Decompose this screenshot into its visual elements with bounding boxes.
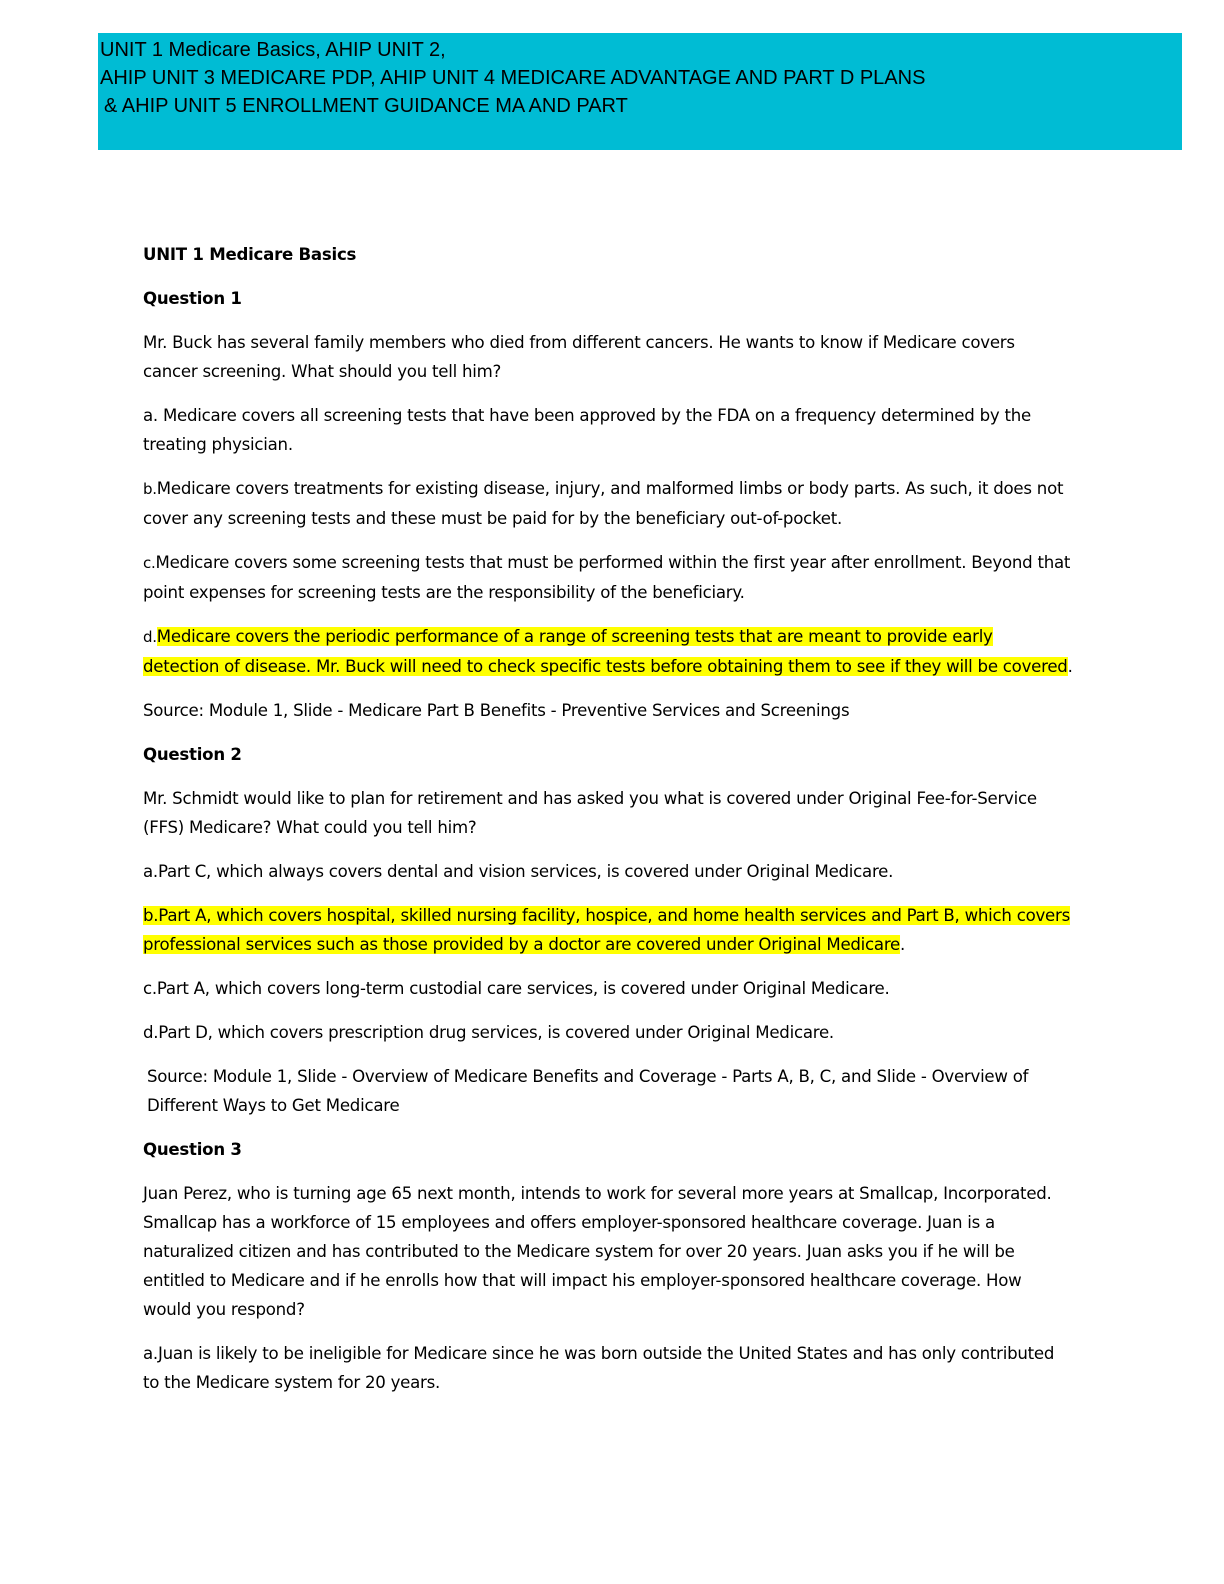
- title-banner: [98, 33, 1182, 150]
- option-b-prefix: b.: [143, 480, 157, 498]
- question-2-source: Source: Module 1, Slide - Overview of Medicare Benefits and Coverage - Parts A, B, C, and Slide - Overview of Different Ways to Get Medicare: [147, 1067, 1029, 1115]
- section-title: UNIT 1 Medicare Basics: [143, 245, 357, 264]
- question-2-option-c: c.Part A, which covers long-term custodial care services, is covered under Original Medicare.: [143, 979, 890, 998]
- question-2-option-a: a.Part C, which always covers dental and vision services, is covered under Original Medicare.: [143, 862, 894, 881]
- question-1-heading: Question 1: [143, 289, 242, 308]
- question-1-option-b: [143, 474, 1073, 533]
- correct-answer-highlight: b.Part A, which covers hospital, skilled nursing facility, hospice, and home health services and Part B, which covers professional services such as those provided by a doctor are covered under Original Medicare: [143, 906, 1070, 954]
- option-d-suffix: .: [1067, 657, 1073, 676]
- option-b-text: Medicare covers treatments for existing disease, injury, and malformed limbs or body parts. As such, it does not cover any screening tests and these must be paid for by the beneficiary out-of-pocket.: [143, 479, 1064, 528]
- question-1-source: Source: Module 1, Slide - Medicare Part B Benefits - Preventive Services and Screenings: [143, 701, 850, 720]
- question-2-heading: Question 2: [143, 745, 242, 764]
- question-3-text: Juan Perez, who is turning age 65 next month, intends to work for several more years at Smallcap, Incorporated. Smallcap has a workforce of 15 employees and offers employer-sponsored healthcare coverage. Juan is a naturalized citizen and has contributed to the Medicare system for over 20 years. Juan asks you if he will be entitled to Medicare and if he enrolls how that will impact his employer-sponsored healthcare coverage. How would you respond?: [143, 1184, 1052, 1319]
- question-1-text: Mr. Buck has several family members who died from different cancers. He wants to know if Medicare covers cancer screening. What should you tell him?: [143, 333, 1015, 381]
- question-2-option-b: [143, 901, 1073, 959]
- question-1-option-d: [143, 622, 1073, 681]
- banner-line-3: & AHIP UNIT 5 ENROLLMENT GUIDANCE MA AND PART: [104, 95, 628, 117]
- correct-answer-highlight: Medicare covers the periodic performance of a range of screening tests that are meant to provide early detection of disease. Mr. Buck will need to check specific tests before obtaining them to see if they will be covered: [143, 627, 1068, 676]
- question-3-heading: Question 3: [143, 1140, 242, 1159]
- question-1-option-a: a. Medicare covers all screening tests that have been approved by the FDA on a frequency determined by the treating physician.: [143, 406, 1031, 454]
- document-body: [143, 240, 1073, 1412]
- option-d-prefix: d.: [143, 628, 157, 646]
- banner-line-2: AHIP UNIT 3 MEDICARE PDP, AHIP UNIT 4 MEDICARE ADVANTAGE AND PART D PLANS: [100, 67, 926, 89]
- question-2-text: Mr. Schmidt would like to plan for retirement and has asked you what is covered under Original Fee-for-Service (FFS) Medicare? What could you tell him?: [143, 789, 1037, 837]
- option-c-prefix: c.: [143, 554, 156, 572]
- question-3-option-a: a.Juan is likely to be ineligible for Medicare since he was born outside the United States and has only contributed to the Medicare system for 20 years.: [143, 1344, 1055, 1392]
- question-1-option-c: [143, 548, 1073, 607]
- question-2-option-d: d.Part D, which covers prescription drug services, is covered under Original Medicare.: [143, 1023, 834, 1042]
- option-c-text: Medicare covers some screening tests that must be performed within the first year after enrollment. Beyond that point expenses for screening tests are the responsibility of the beneficiary.: [143, 553, 1071, 602]
- banner-line-1: UNIT 1 Medicare Basics, AHIP UNIT 2,: [100, 39, 446, 61]
- option-b-suffix: .: [900, 935, 906, 954]
